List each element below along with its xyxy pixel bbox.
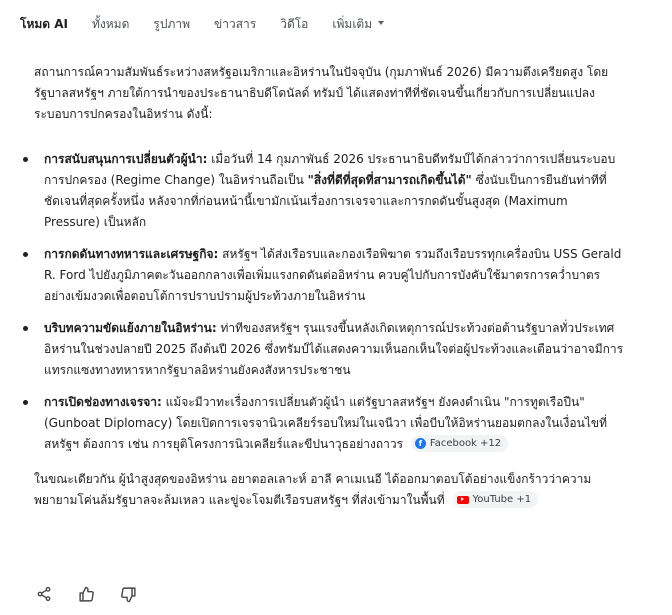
thumbs-down-button[interactable]: [118, 584, 138, 604]
thumbs-down-icon: [120, 586, 137, 603]
bullet-text: ท่าทีของสหรัฐฯ รุนแรงขึ้นหลังเกิดเหตุการณ์ประท้วงต่อต้านรัฐบาลทั่วประเทศอิหร่านในช่วงปลายปี 2025 ถึงต้นปี 2026 ซึ่งทรัมป์ได้แสดงความเห็นอกเห็นใจต่อผู้ประท้วงและเตือนว่าอาจมีการแทรกแซงทางทหารหากรัฐบาลอิหร่านยังคงสังหารประชาชน: [44, 321, 624, 377]
tab-videos[interactable]: วิดีโอ: [280, 16, 309, 31]
share-button[interactable]: [34, 584, 54, 604]
feedback-actions: [34, 584, 160, 604]
share-icon: [36, 586, 52, 602]
tab-more[interactable]: [332, 15, 384, 34]
tab-more-label: เพิ่มเติม: [332, 16, 373, 31]
youtube-icon: [457, 496, 469, 504]
tab-all[interactable]: ทั้งหมด: [92, 16, 130, 31]
list-item: [34, 318, 624, 381]
search-tabs: [20, 13, 408, 35]
bullet-title: บริบทความขัดแย้งภายในอิหร่าน:: [44, 321, 217, 335]
bullet-text: เมื่อวันที่ 14 กุมภาพันธ์ 2026 ประธานาธิบดีทรัมป์ได้กล่าวว่าการเปลี่ยนระบอบการปกครอง (Regime Change) ในอิหร่านถือเป็น: [44, 152, 616, 187]
tab-images[interactable]: รูปภาพ: [153, 16, 191, 31]
facebook-icon: f: [415, 438, 426, 449]
source-chip-facebook[interactable]: [411, 435, 508, 452]
bullet-text: สหรัฐฯ ได้ส่งเรือรบและกองเรือพิฆาต รวมถึงเรือบรรทุกเครื่องบิน USS Gerald R. Ford ไปยังภูมิภาคตะวันออกกลางเพื่อเพิ่มแรงกดดันต่ออิหร่าน ควบคู่ไปกับการบังคับใช้มาตรการคว่ำบาตรอย่างเข้มงวดเพื่อตอบโต้การปราบปรามผู้ประท้วงภายในอิหร่าน: [44, 247, 622, 303]
tab-news[interactable]: ข่าวสาร: [214, 16, 257, 31]
tab-ai-mode[interactable]: โหมด AI: [20, 16, 68, 31]
ai-answer: [34, 62, 624, 511]
outro-paragraph: [34, 469, 624, 511]
bullet-title: การเปิดช่องทางเจรจา:: [44, 395, 162, 409]
thumbs-up-icon: [78, 586, 95, 603]
source-chip-label: YouTube +1: [472, 494, 532, 505]
bullet-title: การกดดันทางทหารและเศรษฐกิจ:: [44, 247, 219, 261]
source-chip-label: Facebook +12: [429, 438, 502, 449]
bullet-text: แม้จะมีวาทะเรื่องการเปลี่ยนตัวผู้นำ แต่รัฐบาลสหรัฐฯ ยังคงดำเนิน "การทูตเรือปืน" (Gunboat Diplomacy) โดยเปิดการเจรจานิวเคลียร์รอบใหม่ในเจนีวา เพื่อบีบให้อิหร่านยอมตกลงในเงื่อนไขที่สหรัฐฯ ต้องการ เช่น การยุติโครงการนิวเคลียร์และขีปนาวุธอย่างถาวร: [44, 395, 607, 451]
list-item: [34, 244, 624, 307]
list-item: [34, 149, 624, 233]
bullet-title: การสนับสนุนการเปลี่ยนตัวผู้นำ:: [44, 152, 208, 166]
bullet-text: ซึ่งนับเป็นการยืนยันท่าทีที่ชัดเจนที่สุดครั้งหนึ่ง หลังจากที่ก่อนหน้านี้เขามักเน้นเรื่องการเจรจาและการกดดันขั้นสูงสุด (Maximum Pressure) เป็นหลัก: [44, 173, 607, 229]
source-chip-youtube[interactable]: [453, 491, 539, 508]
intro-paragraph: สถานการณ์ความสัมพันธ์ระหว่างสหรัฐอเมริกาและอิหร่านในปัจจุบัน (กุมภาพันธ์ 2026) มีความตึงเครียดสูง โดยรัฐบาลสหรัฐฯ ภายใต้การนำของประธานาธิบดีโดนัลด์ ทรัมป์ ได้แสดงท่าทีที่ชัดเจนขึ้นเกี่ยวกับการเปลี่ยนแปลงระบอบการปกครองในอิหร่าน ดังนี้:: [34, 65, 609, 121]
thumbs-up-button[interactable]: [76, 584, 96, 604]
bullet-emphasis: "สิ่งที่ดีที่สุดที่สามารถเกิดขึ้นได้": [307, 173, 472, 187]
outro-text: ในขณะเดียวกัน ผู้นำสูงสุดของอิหร่าน อยาตอลเลาะห์ อาลี คาเมเนอี ได้ออกมาตอบโต้อย่างแข็งกร้าวว่าความพยายามโค่นล้มรัฐบาลจะล้มเหลว และขู่จะโจมตีเรือรบสหรัฐฯ ที่ส่งเข้ามาในพื้นที่: [34, 472, 592, 507]
bullet-list: [34, 149, 624, 455]
list-item: [34, 392, 624, 455]
chevron-down-icon: [378, 21, 384, 25]
